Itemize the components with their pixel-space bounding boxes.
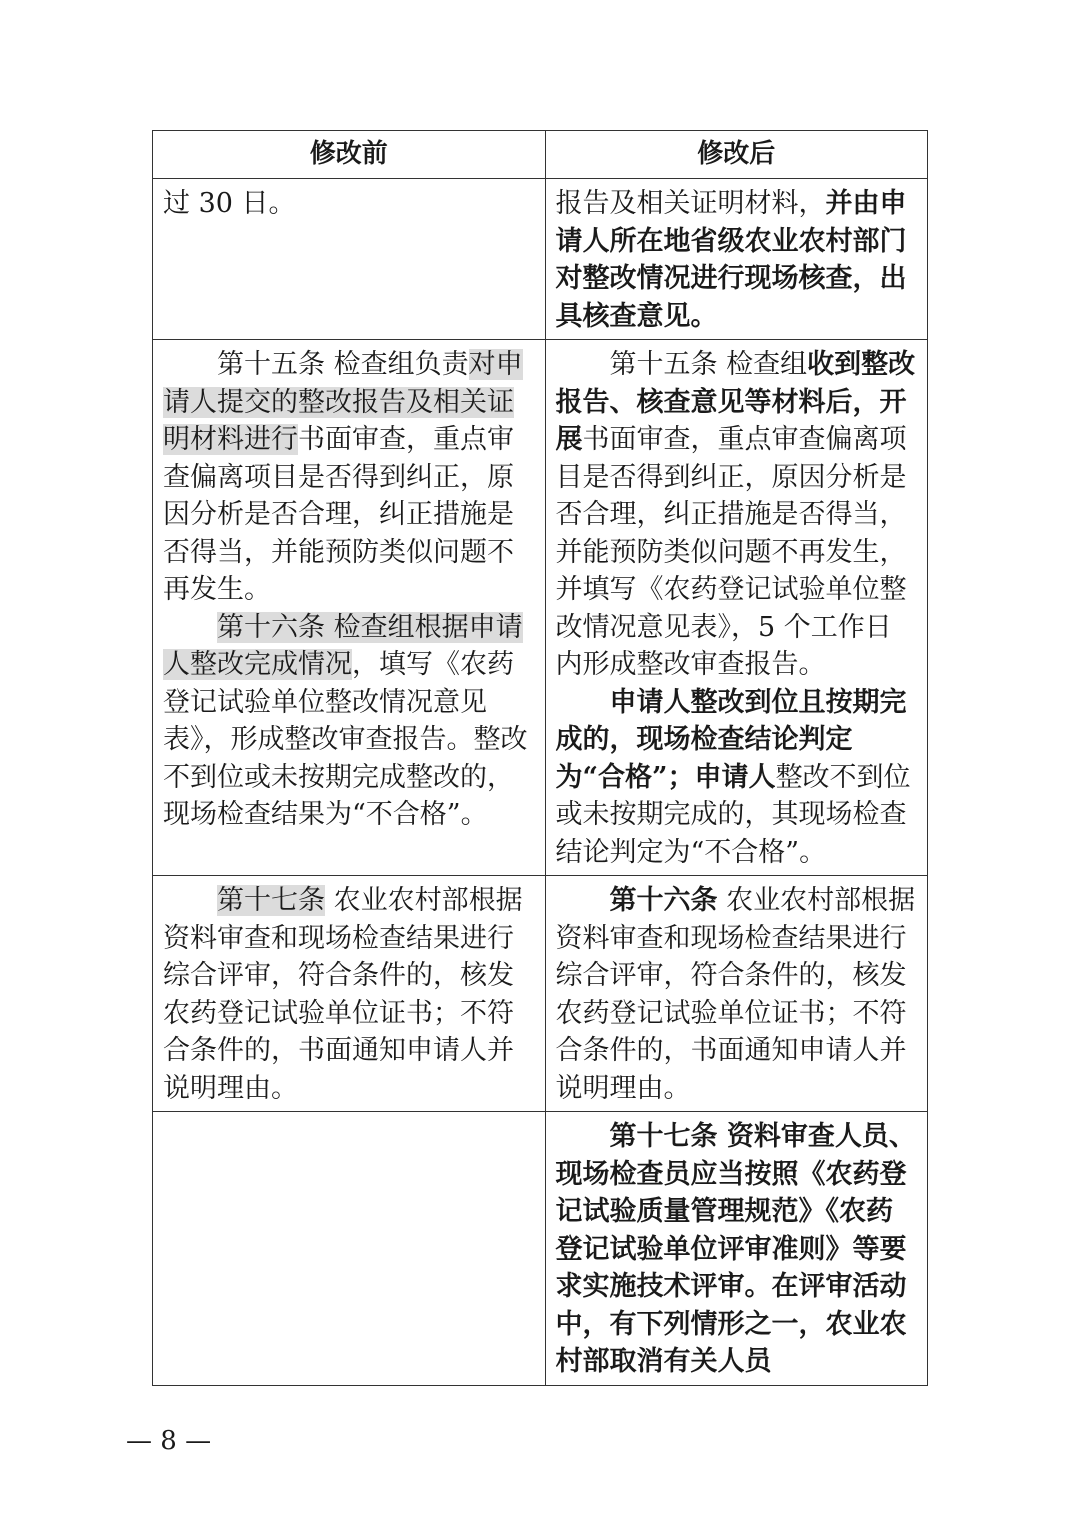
table-row — [153, 876, 928, 1112]
cell-after: 报告及相关证明材料，并由申请人所在地省级农业农村部门对整改情况进行现场核查，出具核查意见。 — [545, 179, 928, 340]
cell-after: 第十六条 农业农村部根据资料审查和现场检查结果进行综合评审，符合条件的，核发农药登记试验单位证书；不符合条件的，书面通知申请人并说明理由。 — [545, 876, 928, 1112]
cell-after — [545, 340, 928, 876]
cell-before — [153, 1112, 546, 1386]
header-before: 修改前 — [153, 131, 546, 179]
table-row — [153, 1112, 928, 1386]
cell-before — [153, 340, 546, 876]
header-after: 修改后 — [545, 131, 928, 179]
article-16-before: 第十六条 检查组根据申请人整改完成情况，填写《农药登记试验单位整改情况意见表》，形成整改审查报告。整改不到位或未按期完成整改的，现场检查结果为“不合格”。 — [163, 611, 528, 830]
cell-before: 第十七条 农业农村部根据资料审查和现场检查结果进行综合评审，符合条件的，核发农药登记试验单位证书；不符合条件的，书面通知申请人并说明理由。 — [153, 876, 546, 1112]
cell-after: 第十七条 资料审查人员、现场检查员应当按照《农药登记试验质量管理规范》《农药登记试验单位评审准则》等要求实施技术评审。在评审活动中，有下列情形之一，农业农村部取消有关人员 — [545, 1112, 928, 1386]
table-row — [153, 340, 928, 876]
pass-criteria-after: 申请人整改到位且按期完成的，现场检查结论判定为“合格”；申请人整改不到位或未按期完成的，其现场检查结论判定为“不合格”。 — [555, 686, 911, 868]
table-row — [153, 179, 928, 340]
page-number: — 8 — — [126, 1426, 212, 1456]
article-15-before: 第十五条 检查组负责对申请人提交的整改报告及相关证明材料进行书面审查，重点审查偏离项目是否得到纠正，原因分析是否合理，纠正措施是否得当，并能预防类似问题不再发生。 — [163, 349, 523, 605]
article-15-after: 第十五条 检查组收到整改报告、核查意见等材料后，开展书面审查，重点审查偏离项目是否得到纠正，原因分析是否合理，纠正措施是否得当，并能预防类似问题不再发生，并填写《农药登记试验单位整改情况意见表》，5 个工作日内形成整改审查报告。 — [555, 349, 916, 680]
cell-before: 过 30 日。 — [153, 179, 546, 340]
amendment-comparison-table — [152, 130, 928, 1386]
